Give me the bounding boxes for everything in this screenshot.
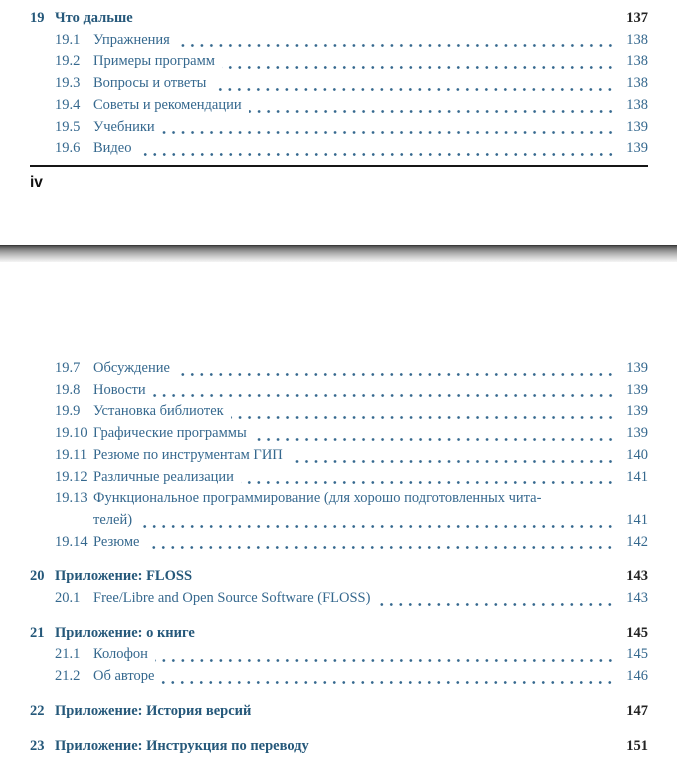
toc-entry-page: 138 bbox=[626, 96, 648, 113]
toc-row[interactable] bbox=[30, 358, 648, 380]
toc-entry-page: 138 bbox=[626, 75, 648, 92]
toc-entry-title: Об авторе bbox=[93, 668, 155, 685]
toc-entry-page: 146 bbox=[626, 668, 648, 685]
toc-entry-number: 19.2 bbox=[55, 53, 81, 70]
toc-row[interactable] bbox=[30, 401, 648, 423]
page-2 bbox=[0, 262, 677, 754]
toc-entry-title: Резюме по инструментам ГИП bbox=[93, 446, 283, 463]
toc-entry-title: Графические программы bbox=[93, 425, 247, 442]
dot-leader bbox=[231, 416, 615, 419]
toc-entry-page: 142 bbox=[626, 533, 648, 550]
toc-row[interactable] bbox=[30, 467, 648, 489]
toc-entry-title: Функциональное программирование (для хорошо подготовленных чита- bbox=[93, 490, 542, 507]
toc-entry-page: 139 bbox=[626, 118, 648, 135]
toc-entry-page: 139 bbox=[626, 140, 648, 157]
toc-entry-number: 19.7 bbox=[55, 360, 81, 376]
toc-entry-number: 19.10 bbox=[55, 425, 88, 442]
dot-leader bbox=[290, 460, 615, 463]
toc-chapter-row[interactable] bbox=[30, 736, 648, 757]
toc-entry-title: Обсуждение bbox=[93, 360, 170, 376]
toc-entry-page: 139 bbox=[626, 425, 648, 442]
footer-rule bbox=[30, 165, 648, 167]
toc-row[interactable] bbox=[30, 51, 648, 73]
dot-leader bbox=[177, 373, 615, 376]
toc-entry-number: 19.1 bbox=[55, 31, 81, 48]
toc-entry-number: 19.12 bbox=[55, 468, 88, 485]
toc-entry-number: 19.5 bbox=[55, 118, 81, 135]
toc-entry-title: Учебники bbox=[93, 118, 155, 135]
toc-row[interactable] bbox=[30, 95, 648, 117]
toc-entry-title: Колофон bbox=[93, 646, 148, 663]
toc-entry-title: Приложение: FLOSS bbox=[55, 568, 193, 585]
toc-entry-number: 19.13 bbox=[55, 490, 88, 507]
toc-entry-number: 19.11 bbox=[55, 446, 88, 463]
dot-leader bbox=[139, 525, 615, 528]
toc-entry-title: Приложение: История версий bbox=[55, 702, 252, 719]
toc-entry-number: 19.6 bbox=[55, 140, 81, 157]
toc-row[interactable] bbox=[30, 73, 648, 95]
toc-entry-number: 19.4 bbox=[55, 96, 81, 113]
dot-leader bbox=[139, 153, 616, 156]
dot-leader bbox=[249, 110, 615, 113]
toc-entry-page: 145 bbox=[626, 646, 648, 663]
toc-entry-title: Примеры программ bbox=[93, 53, 215, 70]
dot-leader bbox=[254, 438, 615, 441]
toc-entry-page: 151 bbox=[626, 737, 648, 754]
page-footer-label: iv bbox=[30, 173, 43, 191]
toc-entry-number: 22 bbox=[30, 702, 45, 719]
dot-leader bbox=[161, 681, 615, 684]
toc-entry-title: Различные реализации bbox=[93, 468, 234, 485]
toc-chapter-row[interactable] bbox=[30, 8, 648, 30]
page-1 bbox=[0, 0, 677, 245]
dot-leader bbox=[222, 66, 615, 69]
page-break-shadow bbox=[0, 245, 677, 262]
toc-entry-title: Приложение: о книге bbox=[55, 624, 195, 641]
toc-row[interactable] bbox=[30, 644, 648, 666]
toc-entry-title: Приложение: Инструкция по переводу bbox=[55, 737, 309, 754]
toc-row[interactable] bbox=[30, 532, 648, 554]
toc-entry-number: 21 bbox=[30, 624, 45, 641]
toc-row[interactable] bbox=[30, 445, 648, 467]
toc-entry-number: 19.8 bbox=[55, 381, 81, 398]
toc-entry-number: 21.1 bbox=[55, 646, 81, 663]
toc-entry-title: Что дальше bbox=[55, 10, 133, 26]
dot-leader bbox=[177, 44, 615, 47]
toc-entry-number: 19.3 bbox=[55, 75, 81, 92]
toc-entry-page: 138 bbox=[626, 53, 648, 70]
toc-entry-title: Резюме bbox=[93, 533, 140, 550]
toc-row[interactable] bbox=[30, 30, 648, 52]
toc-entry-page: 147 bbox=[626, 702, 648, 719]
toc-entry-title: Установка библиотек bbox=[93, 403, 224, 420]
toc-entry-page: 141 bbox=[626, 511, 648, 528]
toc-entry-title: телей) bbox=[93, 511, 133, 528]
toc-entry-page: 143 bbox=[626, 590, 648, 607]
dot-leader bbox=[377, 603, 615, 606]
toc-entry-number: 19.14 bbox=[55, 533, 88, 550]
dot-leader bbox=[146, 546, 615, 549]
toc-row-continuation[interactable] bbox=[30, 510, 648, 532]
toc-entry-number: 20 bbox=[30, 568, 45, 585]
dot-leader bbox=[153, 394, 615, 397]
toc-row[interactable] bbox=[30, 588, 648, 610]
toc-chapter-row[interactable] bbox=[30, 623, 648, 645]
toc-entry-page: 139 bbox=[626, 403, 648, 420]
toc-row[interactable] bbox=[30, 138, 648, 160]
toc-entry-page: 145 bbox=[626, 624, 648, 641]
toc-entry-number: 19 bbox=[30, 10, 45, 26]
toc-entry-page: 139 bbox=[626, 381, 648, 398]
toc-entry-page: 141 bbox=[626, 468, 648, 485]
toc-entry-title: Видео bbox=[93, 140, 132, 157]
toc-entry-title: Free/Libre and Open Source Software (FLOSS) bbox=[93, 590, 371, 607]
toc-chapter-row[interactable] bbox=[30, 566, 648, 588]
toc-entry-page: 140 bbox=[626, 446, 648, 463]
toc-entry-page: 138 bbox=[626, 31, 648, 48]
toc-entry-number: 23 bbox=[30, 737, 45, 754]
dot-leader bbox=[241, 481, 615, 484]
toc-entry-page: 137 bbox=[626, 10, 648, 26]
toc-row[interactable] bbox=[30, 666, 648, 688]
toc-entry-number: 21.2 bbox=[55, 668, 81, 685]
toc-row[interactable] bbox=[30, 117, 648, 139]
toc-row[interactable] bbox=[30, 380, 648, 402]
toc-entry-page: 139 bbox=[626, 360, 648, 376]
toc-entry-number: 19.9 bbox=[55, 403, 81, 420]
toc-entry-title: Упражнения bbox=[93, 31, 170, 48]
dot-leader bbox=[162, 131, 615, 134]
toc-chapter-row[interactable] bbox=[30, 701, 648, 723]
toc-entry-title: Советы и рекомендации bbox=[93, 96, 242, 113]
toc-entry-title: Новости bbox=[93, 381, 146, 398]
dot-leader bbox=[155, 659, 615, 662]
toc-row[interactable] bbox=[30, 423, 648, 445]
toc-row[interactable] bbox=[30, 488, 648, 510]
toc-entry-title: Вопросы и ответы bbox=[93, 75, 207, 92]
toc-entry-number: 20.1 bbox=[55, 590, 81, 607]
dot-leader bbox=[213, 88, 615, 91]
toc-entry-page: 143 bbox=[626, 568, 648, 585]
